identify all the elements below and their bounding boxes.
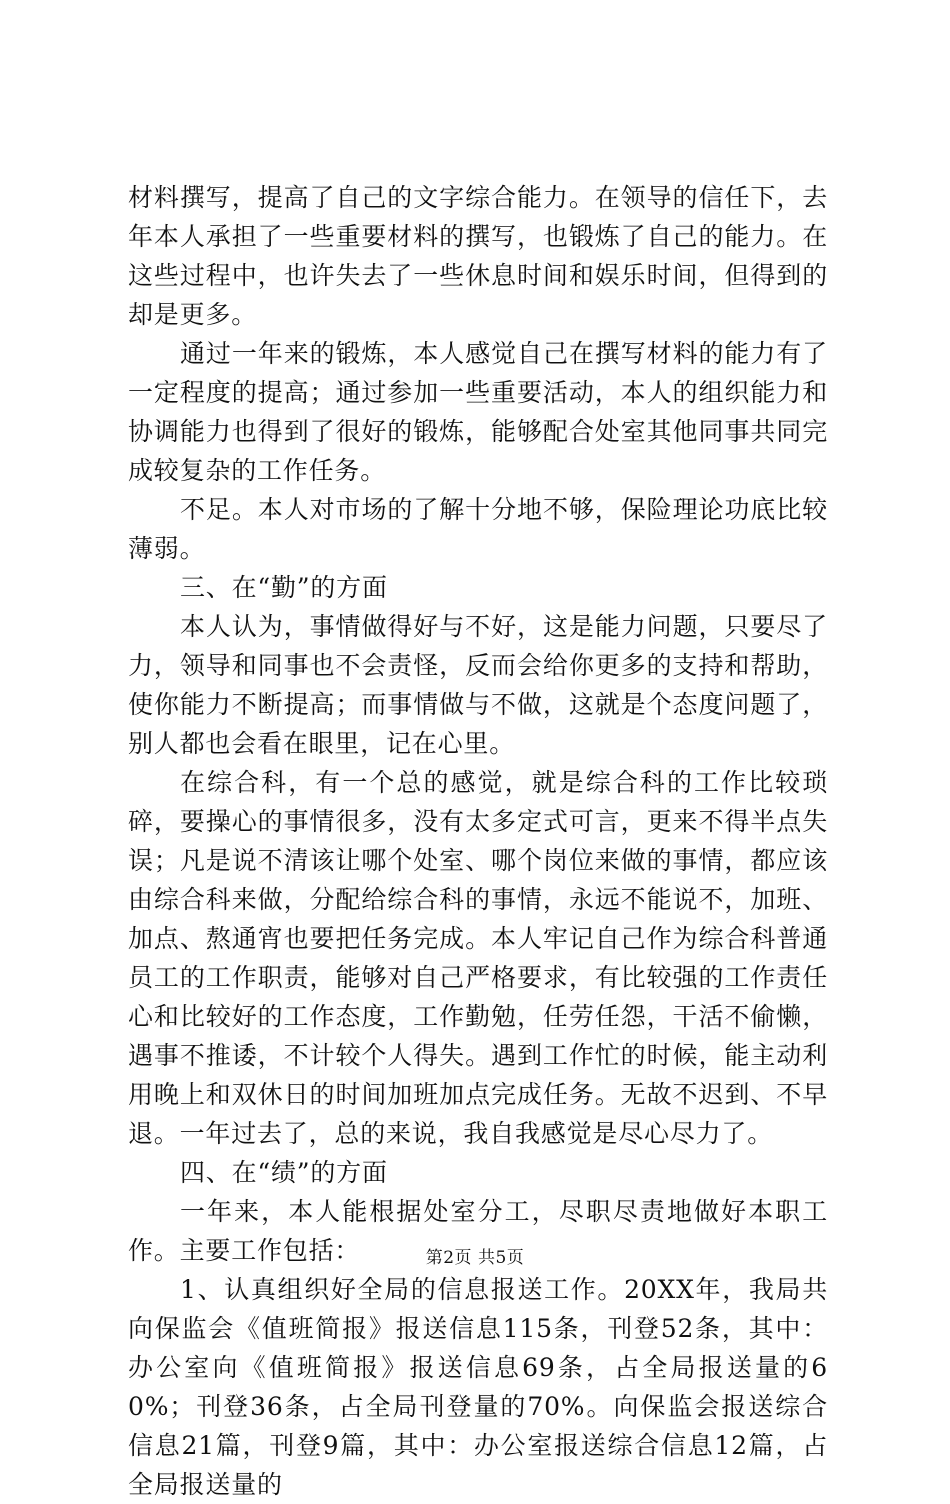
paragraph-5: 本人认为，事情做得好与不好，这是能力问题，只要尽了力，领导和同事也不会责怪，反而会给你更多的支持和帮助，使你能力不断提高；而事情做与不做，这就是个态度问题了，别人都也会看在眼里，记在心里。 — [128, 612, 828, 758]
paragraph-9: 1、认真组织好全局的信息报送工作。20XX年，我局共向保监会《值班简报》报送信息115条，刊登52条，其中：办公室向《值班简报》报送信息69条，占全局报送量的60%；刊登36条，占全局刊登量的70%。向保监会报送综合信息21篇，刊登9篇，其中：办公室报送综合信息12篇，占全局报送量的 — [128, 1275, 828, 1499]
paragraph-1: 材料撰写，提高了自己的文字综合能力。在领导的信任下，去年本人承担了一些重要材料的撰写，也锻炼了自己的能力。在这些过程中，也许失去了一些休息时间和娱乐时间，但得到的却是更多。 — [128, 183, 828, 329]
paragraph-3: 不足。本人对市场的了解十分地不够，保险理论功底比较薄弱。 — [128, 495, 828, 563]
section-heading-performance: 四、在“绩”的方面 — [180, 1158, 388, 1187]
paragraph-2: 通过一年来的锻炼，本人感觉自己在撰写材料的能力有了一定程度的提高；通过参加一些重要活动，本人的组织能力和协调能力也得到了很好的锻炼，能够配合处室其他同事共同完成较复杂的工作任务。 — [128, 339, 828, 485]
paragraph-6: 在综合科，有一个总的感觉，就是综合科的工作比较琐碎，要操心的事情很多，没有太多定式可言，更来不得半点失误；凡是说不清该让哪个处室、哪个岗位来做的事情，都应该由综合科来做，分配给综合科的事情，永远不能说不，加班、加点、熬通宵也要把任务完成。本人牢记自己作为综合科普通员工的工作职责，能够对自己严格要求，有比较强的工作责任心和比较好的工作态度，工作勤勉，任劳任怨，干活不偷懒，遇事不推诿，不计较个人得失。遇到工作忙的时候，能主动利用晚上和双休日的时间加班加点完成任务。无故不迟到、不早退。一年过去了，总的来说，我自我感觉是尽心尽力了。 — [128, 768, 828, 1148]
paragraph-8: 一年来，本人能根据处室分工，尽职尽责地做好本职工作。主要工作包括： — [128, 1197, 828, 1265]
page-number-footer: 第2页 共5页 — [425, 1248, 525, 1268]
section-heading-diligence: 三、在“勤”的方面 — [180, 573, 388, 602]
document-body — [128, 178, 828, 1504]
